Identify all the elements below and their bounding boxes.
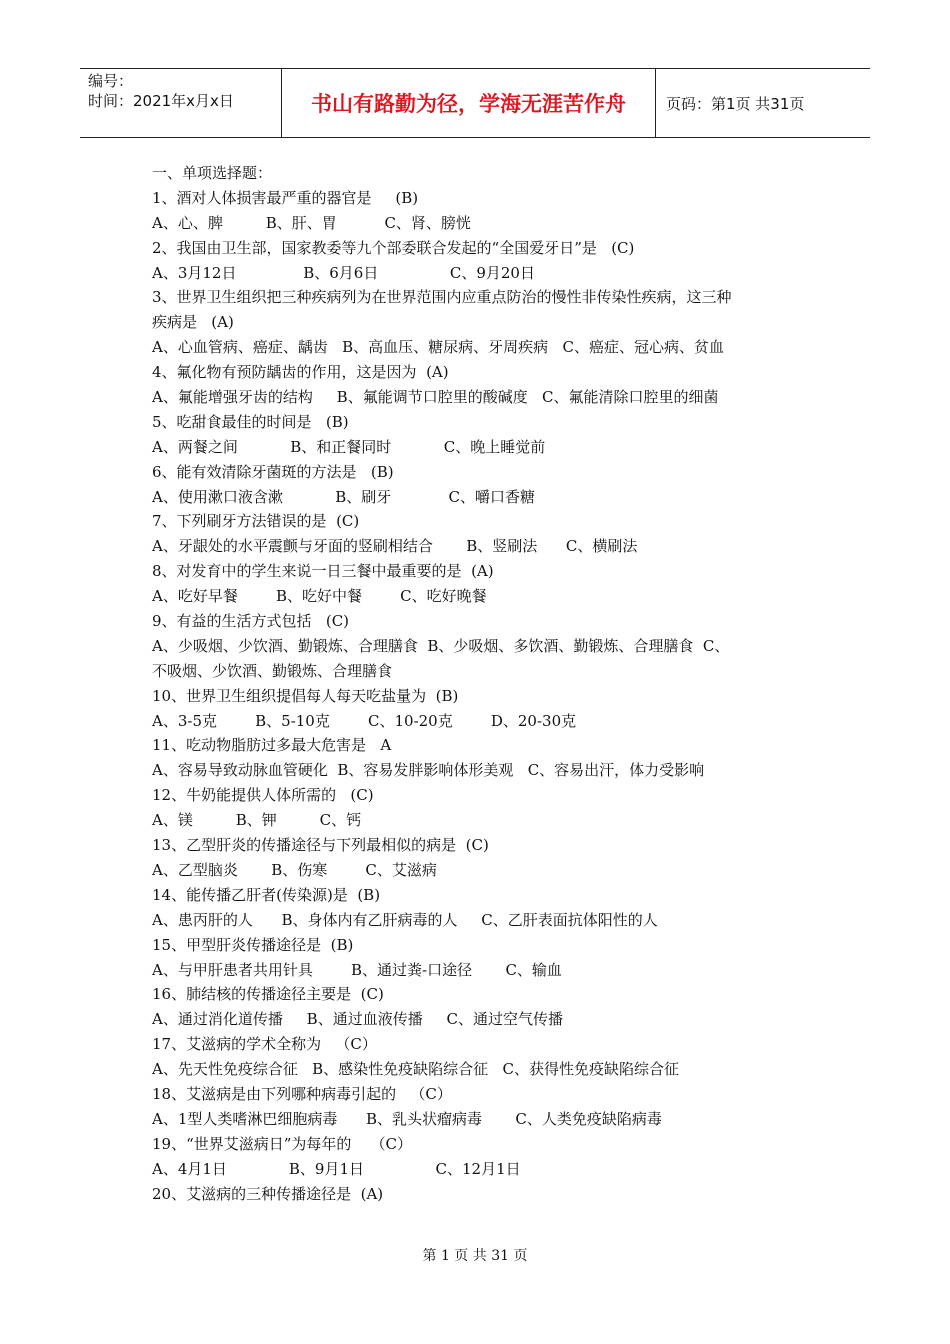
- text-line: A、3月12日 B、6月6日 C、9月20日: [152, 263, 535, 282]
- text-line: A、少吸烟、少饮酒、勤锻炼、合理膳食 B、少吸烟、多饮酒、勤锻炼、合理膳食 C、: [152, 636, 730, 655]
- page-footer: 第 1 页 共 31 页: [422, 1248, 528, 1264]
- text-line: 2、我国由卫生部，国家教委等九个部委联合发起的“全国爱牙日”是 (C): [152, 238, 635, 257]
- text-line: A、3-5克 B、5-10克 C、10-20克 D、20-30克: [152, 711, 577, 730]
- text-line: 7、下列刷牙方法错误的是 (C): [152, 512, 360, 531]
- text-line: 18、艾滋病是由下列哪种病毒引起的 （C）: [152, 1084, 452, 1103]
- text-line: A、吃好早餐 B、吃好中餐 C、吃好晚餐: [152, 587, 487, 606]
- text-line: 14、能传播乙肝者(传染源)是 (B): [152, 885, 381, 904]
- text-line: 9、有益的生活方式包括 (C): [152, 612, 350, 631]
- text-line: 5、吃甜食最佳的时间是 (B): [152, 412, 349, 431]
- text-line: A、1型人类嗜淋巴细胞病毒 B、乳头状瘤病毒 C、人类免疫缺陷病毒: [152, 1109, 662, 1128]
- text-line: 3、世界卫生组织把三种疾病列为在世界范围内应重点防治的慢性非传染性疾病，这三种: [152, 288, 732, 307]
- text-line: 8、对发育中的学生来说一日三餐中最重要的是 (A): [152, 562, 494, 581]
- text-line: A、与甲肝患者共用针具 B、通过粪-口途径 C、输血: [152, 960, 562, 979]
- text-line: A、通过消化道传播 B、通过血液传播 C、通过空气传播: [152, 1010, 564, 1029]
- text-line: 一、单项选择题：: [152, 164, 273, 182]
- text-line: 16、肺结核的传播途径主要是 (C): [152, 985, 384, 1004]
- text-line: A、4月1日 B、9月1日 C、12月1日: [152, 1159, 521, 1178]
- text-line: A、患丙肝的人 B、身体内有乙肝病毒的人 C、乙肝表面抗体阳性的人: [152, 910, 658, 929]
- text-line: 11、吃动物脂肪过多最大危害是 A: [152, 736, 392, 755]
- document-body: [152, 161, 802, 1206]
- page-header: [80, 68, 870, 138]
- text-line: 13、乙型肝炎的传播途径与下列最相似的病是 (C): [152, 836, 489, 855]
- text-line: 10、世界卫生组织提倡每人每天吃盐量为 (B): [152, 686, 459, 705]
- text-line: A、牙龈处的水平震颤与牙面的竖刷相结合 B、竖刷法 C、横刷法: [152, 537, 638, 556]
- text-line: A、乙型脑炎 B、伤寒 C、艾滋病: [152, 860, 437, 879]
- text-line: 15、甲型肝炎传播途径是 (B): [152, 935, 354, 954]
- text-line: 19、“世界艾滋病日”为每年的 （C）: [152, 1134, 412, 1153]
- document-number-label: 编号：: [88, 72, 134, 90]
- text-line: A、心、脾 B、肝、胃 C、肾、膀恍: [152, 213, 471, 232]
- header-left-cell: [80, 69, 281, 137]
- text-line: 4、氟化物有预防龋齿的作用，这是因为 (A): [152, 363, 449, 382]
- text-line: A、容易导致动脉血管硬化 B、容易发胖影响体形美观 C、容易出汗，体力受影响: [152, 761, 705, 780]
- text-line: A、心血管病、癌症、龋齿 B、高血压、糖尿病、牙周疾病 C、癌症、冠心病、贫血: [152, 338, 724, 357]
- header-motto: 书山有路勤为径，学海无涯苦作舟: [281, 69, 656, 137]
- text-line: 17、艾滋病的学术全称为 （C）: [152, 1035, 377, 1054]
- text-line: 12、牛奶能提供人体所需的 (C): [152, 786, 374, 805]
- header-page-info: 页码：第1页 共31页: [666, 94, 805, 113]
- text-line: A、两餐之间 B、和正餐同时 C、晚上睡觉前: [152, 437, 546, 456]
- text-line: 20、艾滋病的三种传播途径是 (A): [152, 1184, 384, 1203]
- text-line: 不吸烟、少饮酒、勤锻炼、合理膳食: [152, 661, 393, 680]
- text-line: A、使用漱口液含漱 B、刷牙 C、嚼口香糖: [152, 487, 535, 506]
- document-date-label: 时间：2021年x月x日: [88, 92, 234, 110]
- text-line: 6、能有效清除牙菌斑的方法是 (B): [152, 462, 394, 481]
- text-line: A、氟能增强牙齿的结构 B、氟能调节口腔里的酸碱度 C、氟能清除口腔里的细菌: [152, 388, 719, 407]
- text-line: 疾病是 (A): [152, 313, 234, 332]
- text-line: A、先天性免疫综合征 B、感染性免疫缺陷综合征 C、获得性免疫缺陷综合征: [152, 1060, 679, 1079]
- text-line: 1、酒对人体损害最严重的器官是 (B): [152, 188, 419, 207]
- text-line: A、镁 B、钾 C、钙: [152, 811, 362, 830]
